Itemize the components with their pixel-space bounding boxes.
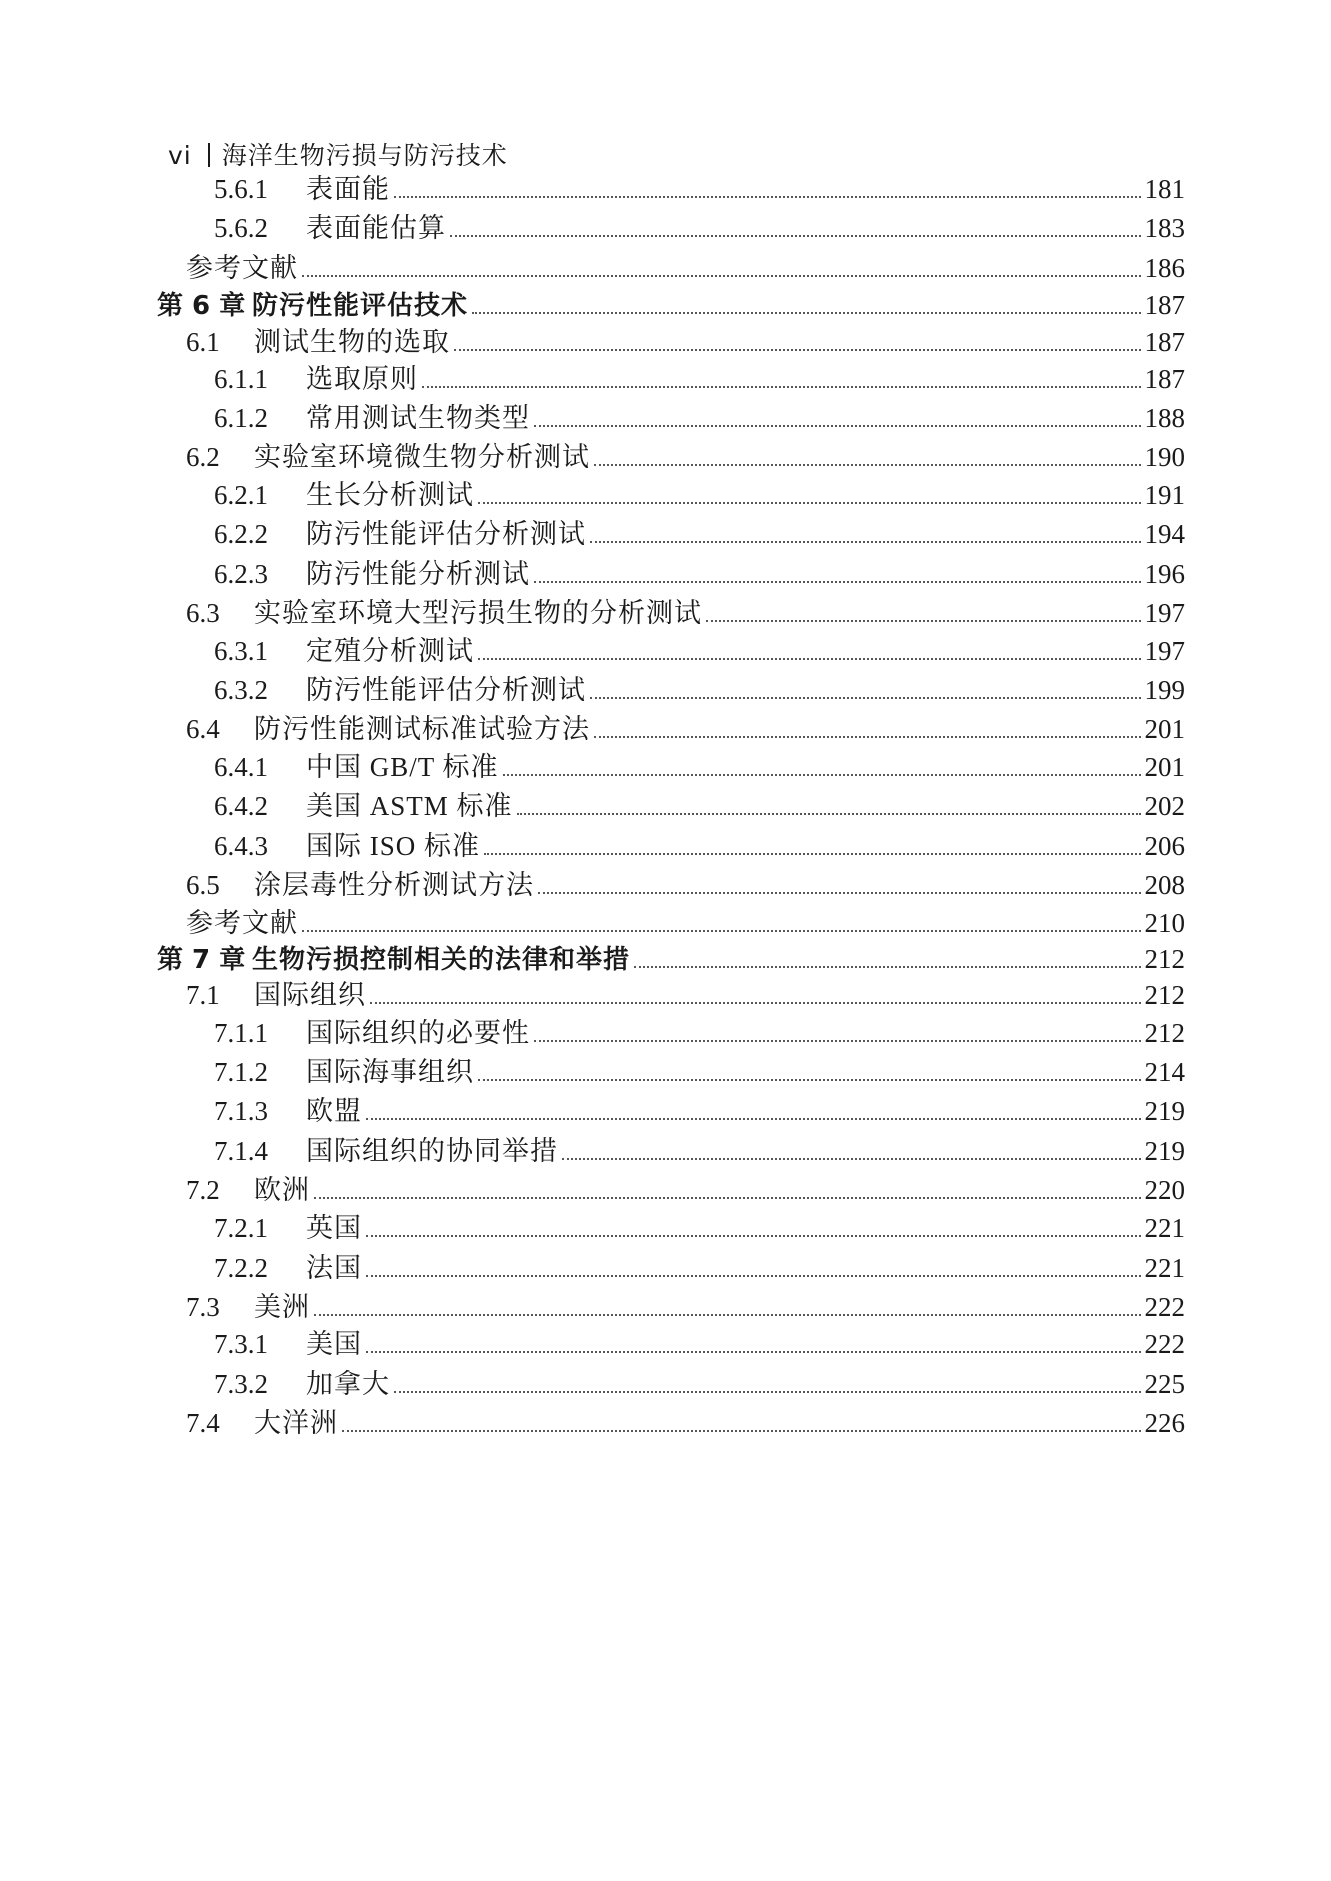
toc-entry-number: 7.3.2: [214, 1369, 268, 1399]
toc-entry-title: 防污性能分析测试: [306, 559, 530, 589]
toc-entry-number: 7.2.1: [214, 1213, 268, 1243]
toc-entry-page: 220: [1144, 1175, 1185, 1205]
dot-leader: [534, 581, 1141, 583]
toc-entry-number: 5.6.2: [214, 213, 268, 243]
toc-entry-title: 国际组织的必要性: [306, 1018, 530, 1048]
toc-entry[interactable]: [0, 1327, 1331, 1361]
toc-entry-title: 选取原则: [306, 364, 418, 394]
toc-entry-title: 美国 ASTM 标准: [306, 791, 513, 821]
toc-entry-title: 欧盟: [306, 1096, 362, 1126]
toc-entry-number: 6.1.2: [214, 403, 268, 433]
dot-leader: [478, 502, 1141, 504]
toc-entry[interactable]: [0, 1367, 1331, 1401]
toc-entry-number: 6.3.2: [214, 675, 268, 705]
toc-entry-title: 防污性能评估技术: [252, 291, 469, 321]
toc-entry-title: 中国 GB/T 标准: [306, 752, 499, 782]
toc-entry-number: 6.4.3: [214, 831, 268, 861]
toc-entry[interactable]: [0, 829, 1331, 863]
book-title: 海洋生物污损与防污技术: [221, 141, 508, 170]
toc-entry-number: 6.4: [186, 714, 220, 744]
toc-entry-number: 7.1.2: [214, 1057, 268, 1087]
toc-entry-number: 7.1.3: [214, 1096, 268, 1126]
toc-entry-number: 6.2.3: [214, 559, 268, 589]
toc-entry-title: 定殖分析测试: [306, 636, 474, 666]
toc-entry-title: 国际组织的协同举措: [306, 1136, 558, 1166]
toc-entry-page: 196: [1144, 559, 1185, 589]
toc-entry-title: 英国: [306, 1213, 362, 1243]
toc-entry-page: 225: [1144, 1369, 1185, 1399]
toc-entry-number: 6.3: [186, 598, 220, 628]
toc-entry-number: 6.3.1: [214, 636, 268, 666]
toc-entry-title: 生长分析测试: [306, 480, 474, 510]
toc-entry-page: 191: [1144, 480, 1185, 510]
toc-entry-page: 186: [1144, 253, 1185, 283]
dot-leader: [484, 853, 1140, 855]
toc-entry[interactable]: [0, 1406, 1331, 1440]
dot-leader: [366, 1118, 1141, 1120]
toc-entry-page: 214: [1144, 1057, 1185, 1087]
toc-entry-page: 194: [1144, 519, 1185, 549]
dot-leader: [366, 1235, 1141, 1237]
dot-leader: [342, 1430, 1141, 1432]
toc-entry-page: 183: [1144, 213, 1185, 243]
toc-entry[interactable]: [0, 1211, 1331, 1245]
dot-leader: [594, 464, 1141, 466]
toc-entry-title: 表面能估算: [306, 213, 446, 243]
toc-entry-title: 加拿大: [306, 1369, 390, 1399]
dot-leader: [422, 386, 1141, 388]
dot-leader: [478, 658, 1141, 660]
toc-entry-number: 6.2.2: [214, 519, 268, 549]
toc-entry[interactable]: [0, 942, 1331, 976]
toc-entry-page: 187: [1144, 327, 1185, 357]
toc-entry-title: 防污性能评估分析测试: [306, 519, 586, 549]
toc-entry-number: 5.6.1: [214, 174, 268, 204]
toc-entry-number: 7.1.1: [214, 1018, 268, 1048]
toc-entry[interactable]: [0, 868, 1331, 902]
toc-entry[interactable]: [0, 596, 1331, 630]
dot-leader: [366, 1275, 1141, 1277]
toc-entry-page: 226: [1144, 1408, 1185, 1438]
toc-entry-page: 208: [1144, 870, 1185, 900]
toc-entry-page: 202: [1144, 791, 1185, 821]
toc-entry[interactable]: [0, 288, 1331, 322]
toc-entry-page: 221: [1144, 1253, 1185, 1283]
dot-leader: [454, 349, 1141, 351]
toc-entry[interactable]: [0, 517, 1331, 551]
toc-entry-page: 212: [1144, 1018, 1185, 1048]
toc-entry-page: 222: [1144, 1292, 1185, 1322]
toc-entry[interactable]: [0, 440, 1331, 474]
toc-entry[interactable]: [0, 1173, 1331, 1207]
dot-leader: [594, 736, 1141, 738]
toc-entry-page: 190: [1144, 442, 1185, 472]
page-label: vi: [168, 141, 192, 170]
dot-leader: [590, 697, 1141, 699]
dot-leader: [394, 1391, 1141, 1393]
toc-entry-title: 参考文献: [186, 253, 298, 283]
toc-entry-page: 222: [1144, 1329, 1185, 1359]
toc-entry-page: 212: [1144, 980, 1185, 1010]
toc-entry-number: 6.4.2: [214, 791, 268, 821]
toc-entry[interactable]: [0, 1016, 1331, 1050]
dot-leader: [370, 1002, 1141, 1004]
toc-entry[interactable]: [0, 750, 1331, 784]
toc-entry-title: 美国: [306, 1329, 362, 1359]
toc-entry-page: 187: [1144, 290, 1185, 320]
toc-entry-number: 6.5: [186, 870, 220, 900]
toc-entry-number: 6.1: [186, 327, 220, 357]
toc-entry-page: 212: [1144, 944, 1185, 974]
toc-entry-title: 参考文献: [186, 908, 298, 938]
toc-entry-number: 第 7 章: [157, 945, 246, 975]
toc-entry-page: 181: [1144, 174, 1185, 204]
toc-entry-page: 221: [1144, 1213, 1185, 1243]
toc-entry[interactable]: [0, 1055, 1331, 1089]
toc-entry-page: 187: [1144, 364, 1185, 394]
toc-entry-page: 188: [1144, 403, 1185, 433]
dot-leader: [478, 1079, 1141, 1081]
toc-entry-number: 6.4.1: [214, 752, 268, 782]
dot-leader: [302, 275, 1141, 277]
toc-entry-number: 7.2: [186, 1175, 220, 1205]
toc-entry-page: 199: [1144, 675, 1185, 705]
toc-entry-title: 涂层毒性分析测试方法: [254, 870, 534, 900]
toc-entry[interactable]: [0, 478, 1331, 512]
toc-entry-number: 7.1.4: [214, 1136, 268, 1166]
toc-entry-number: 7.3: [186, 1292, 220, 1322]
dot-leader: [534, 425, 1141, 427]
dot-leader: [517, 813, 1141, 815]
toc-entry-page: 197: [1144, 598, 1185, 628]
toc-entry[interactable]: [0, 401, 1331, 435]
toc-entry[interactable]: [0, 172, 1331, 206]
dot-leader: [314, 1197, 1141, 1199]
dot-leader: [450, 235, 1141, 237]
toc-entry-title: 欧洲: [254, 1175, 310, 1205]
toc-entry[interactable]: [0, 325, 1331, 359]
dot-leader: [472, 312, 1140, 314]
toc-entry[interactable]: [0, 557, 1331, 591]
toc-entry[interactable]: [0, 1134, 1331, 1168]
dot-leader: [534, 1040, 1141, 1042]
toc-entry-title: 实验室环境大型污损生物的分析测试: [254, 598, 702, 628]
toc-entry-number: 7.3.1: [214, 1329, 268, 1359]
toc-entry[interactable]: [0, 1290, 1331, 1324]
dot-leader: [302, 930, 1141, 932]
dot-leader: [562, 1158, 1141, 1160]
dot-leader: [503, 774, 1141, 776]
dot-leader: [314, 1314, 1141, 1316]
toc-entry-title: 国际 ISO 标准: [306, 831, 481, 861]
toc-entry-number: 6.2.1: [214, 480, 268, 510]
dot-leader: [634, 966, 1140, 968]
toc-entry[interactable]: [0, 906, 1331, 940]
toc-entry-number: 6.2: [186, 442, 220, 472]
dot-leader: [706, 620, 1141, 622]
toc-entry[interactable]: [0, 211, 1331, 245]
toc-entry-page: 219: [1144, 1096, 1185, 1126]
toc-entry[interactable]: [0, 789, 1331, 823]
toc-entry[interactable]: [0, 712, 1331, 746]
dot-leader: [394, 196, 1141, 198]
toc-entry[interactable]: [0, 1094, 1331, 1128]
toc-entry-title: 实验室环境微生物分析测试: [254, 442, 590, 472]
dot-leader: [538, 892, 1141, 894]
toc-entry-title: 生物污损控制相关的法律和举措: [252, 945, 631, 975]
toc-entry-title: 国际海事组织: [306, 1057, 474, 1087]
toc-entry-number: 7.1: [186, 980, 220, 1010]
toc-entry-title: 常用测试生物类型: [306, 403, 530, 433]
toc-entry[interactable]: [0, 362, 1331, 396]
toc-entry-title: 美洲: [254, 1292, 310, 1322]
toc-entry[interactable]: [0, 634, 1331, 668]
dot-leader: [366, 1351, 1141, 1353]
toc-entry-title: 大洋洲: [254, 1408, 338, 1438]
toc-entry-page: 201: [1144, 714, 1185, 744]
toc-entry-page: 210: [1144, 908, 1185, 938]
toc-entry-page: 219: [1144, 1136, 1185, 1166]
toc-entry-title: 测试生物的选取: [254, 327, 450, 357]
toc-entry-title: 法国: [306, 1253, 362, 1283]
toc-entry-number: 7.2.2: [214, 1253, 268, 1283]
toc-entry-title: 国际组织: [254, 980, 366, 1010]
toc-entry-page: 201: [1144, 752, 1185, 782]
toc-entry-page: 206: [1144, 831, 1185, 861]
toc-entry[interactable]: [0, 978, 1331, 1012]
toc-entry-title: 防污性能评估分析测试: [306, 675, 586, 705]
toc-entry-number: 6.1.1: [214, 364, 268, 394]
dot-leader: [590, 541, 1141, 543]
toc-entry[interactable]: [0, 1251, 1331, 1285]
toc-entry[interactable]: [0, 673, 1331, 707]
toc-entry[interactable]: [0, 251, 1331, 285]
toc-entry-title: 防污性能测试标准试验方法: [254, 714, 590, 744]
toc-entry-number: 第 6 章: [157, 291, 246, 321]
toc-entry-page: 197: [1144, 636, 1185, 666]
toc-entry-number: 7.4: [186, 1408, 220, 1438]
toc-entry-title: 表面能: [306, 174, 390, 204]
